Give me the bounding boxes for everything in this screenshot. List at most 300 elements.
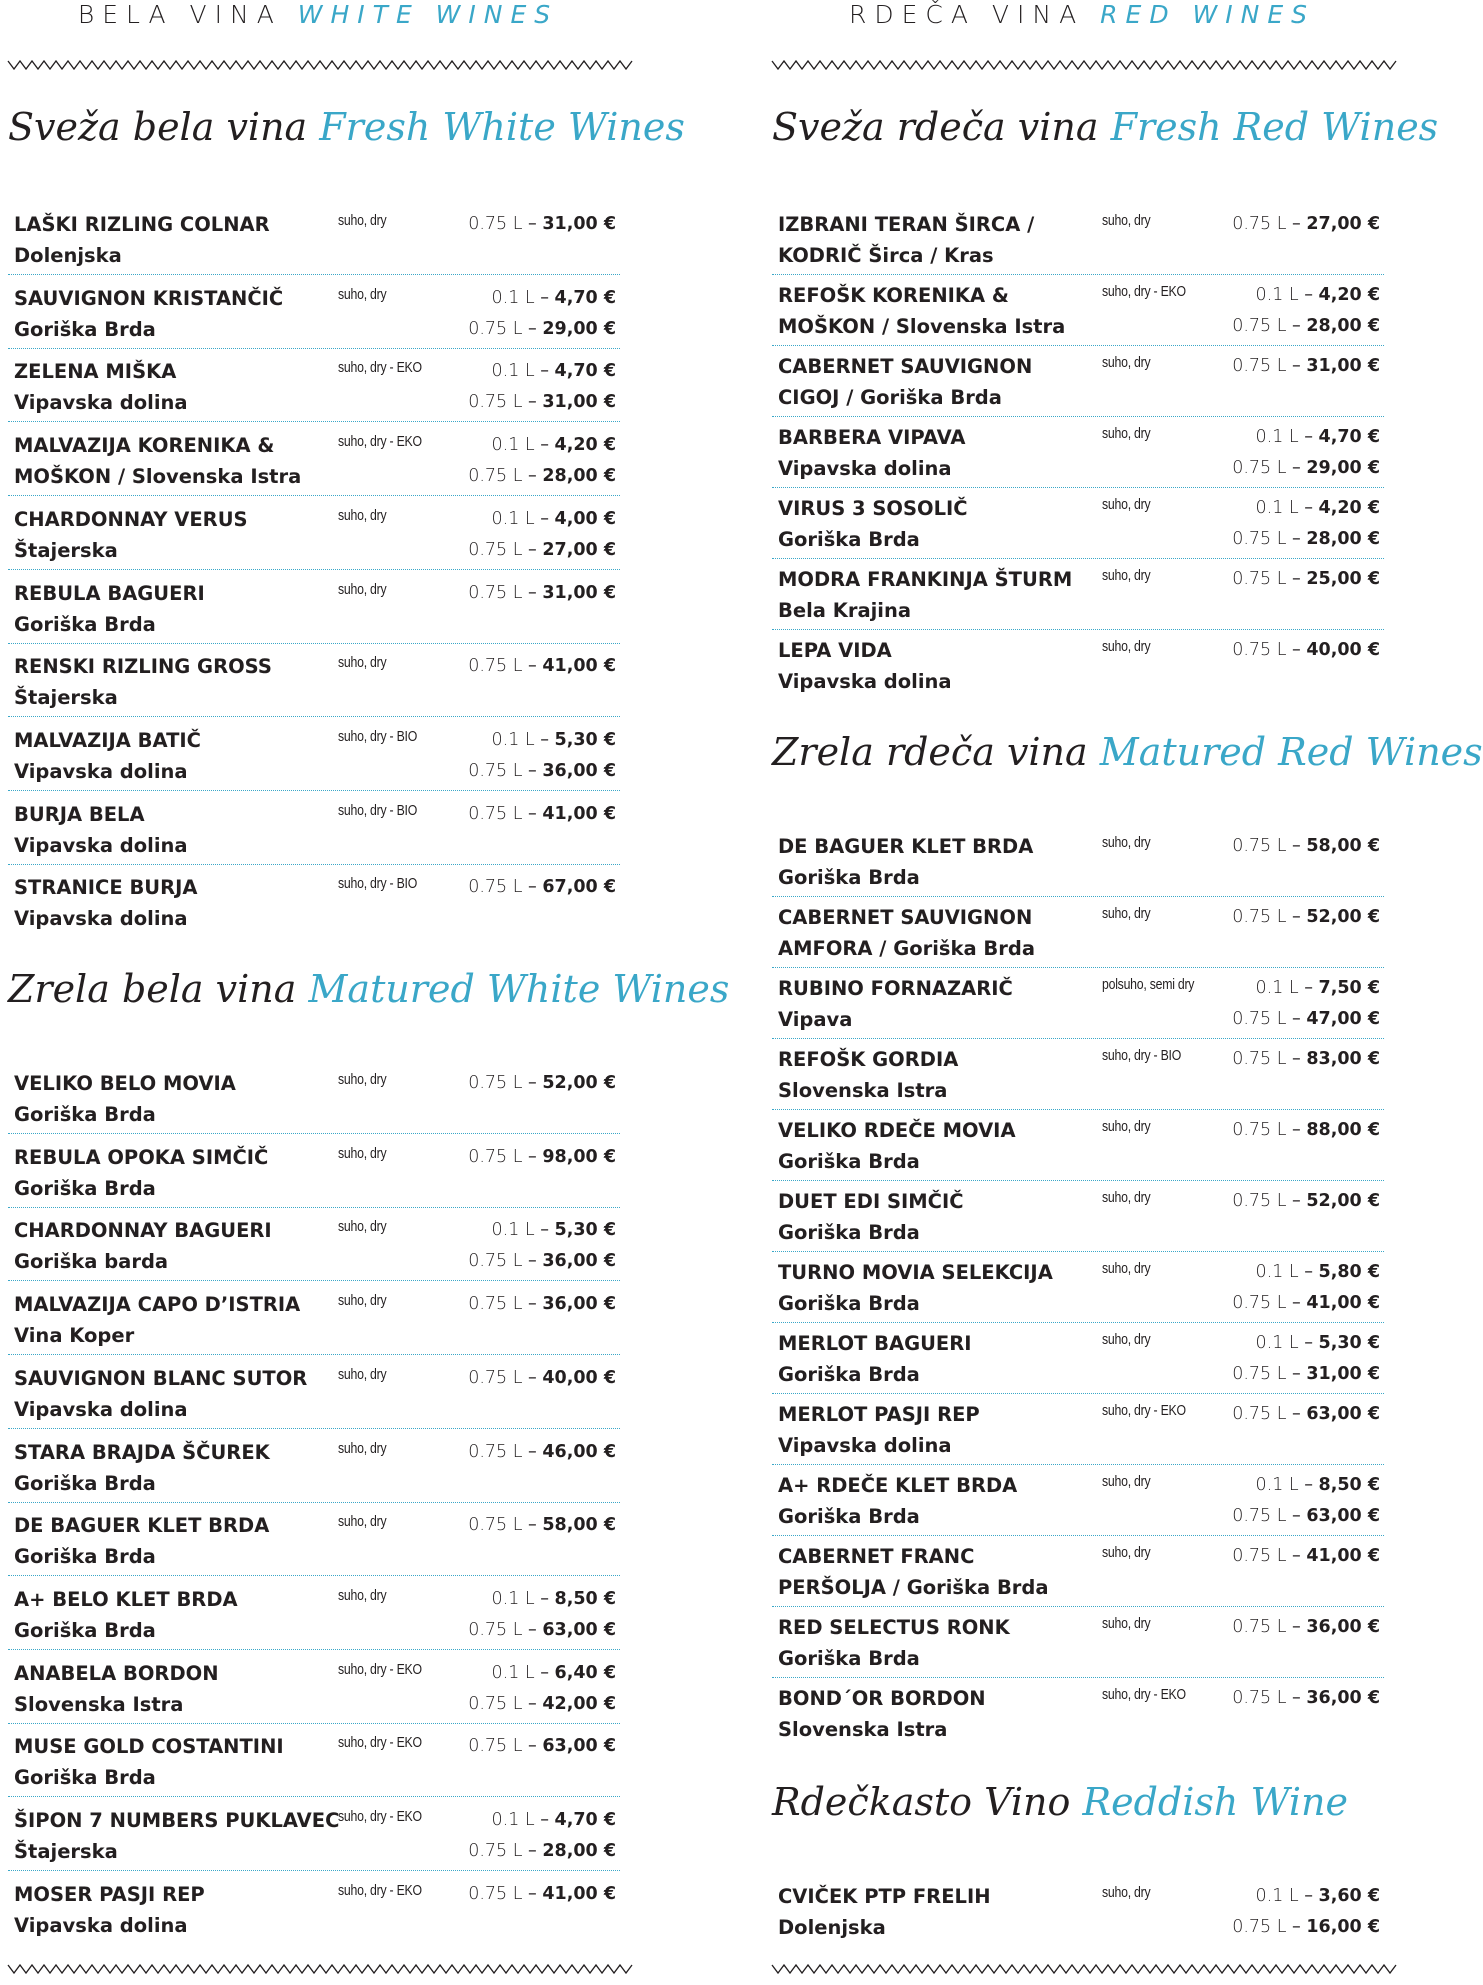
price-line: 0.75 L – 52,00 € [1232,907,1380,927]
dotted-separator [8,1796,620,1797]
wine-name-block [778,1328,1098,1390]
price-line: 0.1 L – 7,50 € [1255,978,1380,998]
wine-prices [1232,1115,1380,1146]
wine-region: Goriška Brda [778,1221,920,1244]
price-amount: 36,00 € [1306,1688,1380,1708]
wine-prices [1232,1683,1380,1714]
price-amount: 6,40 € [554,1662,616,1683]
wine-region: Goriška Brda [14,1176,156,1200]
wine-name-block [14,209,334,271]
wine-taste: suho, dry [338,1365,387,1383]
wine-prices [468,1289,616,1320]
wine-taste: polsuho, semi dry [1102,976,1195,993]
dotted-separator [8,1575,620,1576]
price-amount: 41,00 € [542,803,616,824]
section-title-en: Reddish Wine [1082,1780,1348,1824]
wine-row [772,203,1384,275]
price-amount: 36,00 € [542,760,616,781]
zigzag-divider [8,58,628,72]
price-line: 0.1 L – 6,40 € [491,1662,616,1683]
header-sl: BELA VINA [77,0,282,29]
price-amount: 4,70 € [554,361,616,382]
wine-row [8,793,620,865]
wine-name: ZELENA MIŠKA [14,360,177,384]
wine-name-block [14,1437,334,1499]
wine-prices [468,1068,616,1099]
wine-taste: suho, dry - BIO [338,801,418,819]
price-line: 0.75 L – 63,00 € [468,1736,616,1757]
wine-name: RED SELECTUS RONK [778,1616,1010,1639]
wine-region: Vipavska dolina [14,1397,188,1421]
dotted-separator [8,790,620,791]
dotted-separator [8,1723,620,1724]
wine-row [772,1180,1384,1252]
section-title-sl: Sveža bela vina [8,105,308,149]
price-amount: 5,30 € [554,1220,616,1241]
wine-name-block [778,1881,1098,1943]
price-volume: 0.75 L [1232,1120,1287,1140]
wine-row [772,1109,1384,1181]
price-amount: 25,00 € [1306,569,1380,589]
price-amount: 28,00 € [1306,529,1380,549]
wine-name-block [14,578,334,640]
section-title [772,730,1483,790]
section-title-en: Matured Red Wines [1099,730,1483,774]
dotted-separator [8,1428,620,1429]
price-line: 0.75 L – 88,00 € [1232,1120,1380,1140]
wine-row [772,1464,1384,1536]
wine-name-block [14,1142,334,1204]
dotted-separator [8,1133,620,1134]
price-volume: 0.75 L [1232,836,1287,856]
wine-taste: suho, dry [338,654,387,672]
wine-name: VELIKO RDEČE MOVIA [778,1119,1016,1142]
wine-name: MERLOT PASJI REP [778,1403,980,1426]
wine-prices [468,356,616,418]
wine-name: A+ BELO KLET BRDA [14,1587,238,1611]
wine-name: SAUVIGNON KRISTANČIČ [14,286,284,310]
wine-taste: suho, dry - EKO [338,1808,422,1825]
price-amount: 16,00 € [1306,1917,1380,1937]
price-volume: 0.1 L [491,1810,535,1830]
price-volume: 0.75 L [1232,907,1287,927]
wine-taste: suho, dry [1102,1884,1151,1901]
wine-name: REFOŠK GORDIA [778,1048,959,1071]
wine-row [8,350,620,422]
price-amount: 40,00 € [542,1367,616,1388]
price-line: 0.75 L – 28,00 € [468,466,616,487]
wine-name: LAŠKI RIZLING COLNAR [14,213,270,236]
price-volume: 0.1 L [1255,427,1299,447]
wine-name-block [778,493,1098,555]
price-line: 0.75 L – 58,00 € [468,1515,616,1536]
price-line: 0.75 L – 67,00 € [468,877,616,898]
wine-taste: suho, dry [1102,1118,1151,1135]
wine-row [8,277,620,349]
wine-row [772,1535,1384,1607]
price-amount: 46,00 € [542,1441,616,1462]
wine-region: MOŠKON / Slovenska Istra [14,465,302,489]
wine-row [8,1283,620,1355]
section-title-sl: Rdečkasto Vino [772,1780,1071,1824]
wine-name: BOND´OR BORDON [778,1687,986,1710]
wine-row [772,629,1384,701]
header-en: WHITE WINES [297,0,559,29]
wine-taste: suho, dry [1102,905,1151,922]
price-volume: 0.75 L [1232,1917,1287,1937]
wine-name: REFOŠK KORENIKA & [778,284,1009,307]
wine-row [772,825,1384,897]
price-line: 0.75 L – 36,00 € [468,1294,616,1315]
price-amount: 98,00 € [542,1146,616,1167]
wine-taste: suho, dry [338,1513,387,1531]
wine-row [8,1431,620,1503]
price-amount: 31,00 € [542,392,616,413]
price-amount: 36,00 € [542,1251,616,1272]
price-volume: 0.75 L [1232,458,1287,478]
wine-prices [1232,1470,1380,1532]
header-en: RED WINES [1100,0,1315,29]
price-amount: 7,50 € [1318,978,1380,998]
price-line: 0.75 L – 83,00 € [1232,1049,1380,1069]
dotted-separator [8,1280,620,1281]
wine-name: IZBRANI TERAN ŠIRCA / [778,213,1035,236]
wine-name: CABERNET SAUVIGNON [778,355,1033,378]
price-line: 0.1 L – 3,60 € [1255,1886,1380,1906]
wine-name-block [778,1044,1098,1106]
price-line: 0.1 L – 8,50 € [1255,1475,1380,1495]
wine-name: TURNO MOVIA SELEKCIJA [778,1261,1053,1284]
price-volume: 0.75 L [1232,640,1287,660]
wine-name-block [14,504,334,566]
price-line: 0.75 L – 63,00 € [1232,1404,1380,1424]
wine-prices [1232,1399,1380,1430]
price-volume: 0.75 L [468,1736,523,1757]
price-line: 0.75 L – 41,00 € [468,803,616,824]
wine-name: CABERNET FRANC [778,1545,975,1568]
wine-name-block [14,651,334,713]
price-volume: 0.75 L [1232,1364,1287,1384]
price-line: 0.1 L – 5,30 € [1255,1333,1380,1353]
wine-region: Goriška Brda [778,1647,920,1670]
price-amount: 41,00 € [542,656,616,677]
wine-row [772,416,1384,488]
price-line: 0.75 L – 41,00 € [468,656,616,677]
wine-prices [468,1142,616,1173]
wine-row [772,967,1384,1039]
price-line: 0.1 L – 5,30 € [491,1220,616,1241]
wine-name: MUSE GOLD COSTANTINI [14,1735,284,1759]
price-line: 0.1 L – 5,30 € [491,729,616,750]
wine-name: BARBERA VIPAVA [778,426,966,449]
wine-name: SAUVIGNON BLANC SUTOR [14,1366,308,1390]
wine-name: VELIKO BELO MOVIA [14,1072,236,1095]
price-amount: 4,20 € [1318,285,1380,305]
price-volume: 0.75 L [1232,1617,1287,1637]
wine-taste: suho, dry - BIO [338,727,418,745]
price-amount: 88,00 € [1306,1120,1380,1140]
wine-prices [468,1215,616,1277]
price-line: 0.75 L – 31,00 € [1232,1364,1380,1384]
wine-name-block [778,209,1098,271]
price-volume: 0.75 L [1232,1049,1287,1069]
wine-prices [468,283,616,345]
wine-prices [468,1510,616,1541]
price-line: 0.1 L – 4,20 € [1255,498,1380,518]
price-volume: 0.75 L [468,466,523,487]
wine-prices [1232,1328,1380,1390]
wine-region: Vipavska dolina [14,1913,188,1937]
wine-taste: suho, dry [1102,638,1151,655]
wine-taste: suho, dry [1102,354,1151,371]
dotted-separator [8,1207,620,1208]
wine-name: MALVAZIJA BATIČ [14,728,201,752]
price-line: 0.75 L – 98,00 € [468,1146,616,1167]
price-volume: 0.1 L [1255,1475,1299,1495]
wine-taste: suho, dry - EKO [1102,283,1186,300]
wine-name: CVIČEK PTP FRELIH [778,1885,991,1908]
price-line: 0.75 L – 28,00 € [1232,529,1380,549]
price-amount: 52,00 € [1306,1191,1380,1211]
price-amount: 63,00 € [542,1619,616,1640]
price-amount: 36,00 € [542,1294,616,1315]
wine-name-block [14,1805,340,1867]
wine-region: Vipava [778,1008,853,1031]
wine-name-block [778,831,1098,893]
price-volume: 0.1 L [491,1588,535,1609]
wine-taste: suho, dry [338,1144,387,1162]
wine-taste: suho, dry [1102,1615,1151,1632]
wine-taste: suho, dry - EKO [338,433,422,451]
wine-region: CIGOJ / Goriška Brda [778,386,1002,409]
wine-prices [1232,209,1380,240]
wine-name-block [14,1068,334,1130]
wine-region: Dolenjska [14,244,122,267]
price-amount: 27,00 € [542,539,616,560]
section-title [8,967,730,1027]
wine-region: Vipavska dolina [14,759,188,783]
dotted-separator [8,643,620,644]
wine-name: CHARDONNAY VERUS [14,507,248,531]
price-amount: 28,00 € [542,466,616,487]
wine-row [8,1209,620,1281]
wine-name-block [778,1115,1098,1177]
price-amount: 63,00 € [1306,1404,1380,1424]
wine-row [772,345,1384,417]
price-amount: 4,20 € [554,435,616,456]
wine-taste: suho, dry [1102,425,1151,442]
wine-name-block [778,902,1098,964]
price-volume: 0.75 L [468,803,523,824]
wine-row [772,487,1384,559]
wine-name-block [778,1399,1098,1461]
wine-region: Štajerska [14,1840,118,1863]
wine-name-block [778,422,1098,484]
price-volume: 0.75 L [1232,1506,1287,1526]
wine-row [8,645,620,717]
wine-region: KODRIČ Širca / Kras [778,244,994,267]
wine-region: Goriška Brda [778,866,920,889]
price-volume: 0.1 L [491,508,535,529]
price-line: 0.75 L – 29,00 € [1232,458,1380,478]
wine-region: Goriška barda [14,1250,169,1274]
price-line: 0.75 L – 29,00 € [468,318,616,339]
wine-row [772,1606,1384,1678]
price-line: 0.1 L – 4,20 € [1255,285,1380,305]
price-line: 0.75 L – 46,00 € [468,1441,616,1462]
price-volume: 0.75 L [468,1619,523,1640]
wine-name: DUET EDI SIMČIČ [778,1190,964,1213]
price-volume: 0.75 L [468,877,523,898]
wine-prices [468,1731,616,1762]
wine-row [772,274,1384,346]
wine-row [8,1136,620,1208]
section-title [8,105,685,165]
price-volume: 0.75 L [468,1883,523,1904]
wine-row [8,1873,620,1945]
wine-name-block [14,1879,334,1941]
price-amount: 27,00 € [1306,214,1380,234]
price-line: 0.75 L – 27,00 € [468,539,616,560]
section-title-sl: Zrela rdeča vina [772,730,1088,774]
wine-prices [1232,1881,1380,1943]
wine-prices [1232,635,1380,666]
price-volume: 0.75 L [468,656,523,677]
wine-region: Goriška Brda [778,1505,920,1528]
wine-prices [1232,1044,1380,1075]
wine-name: MOSER PASJI REP [14,1882,205,1906]
dotted-separator [8,1354,620,1355]
wine-prices [468,1363,616,1394]
wine-taste: suho, dry [338,1218,387,1236]
price-line: 0.75 L – 36,00 € [1232,1617,1380,1637]
section-title-sl: Zrela bela vina [8,967,297,1011]
wine-taste: suho, dry - EKO [1102,1686,1186,1703]
wine-prices [1232,351,1380,382]
wine-taste: suho, dry [1102,212,1151,229]
wine-taste: suho, dry - EKO [1102,1402,1186,1419]
wine-taste: suho, dry [338,1439,387,1457]
wine-name: A+ RDEČE KLET BRDA [778,1474,1018,1497]
price-amount: 8,50 € [1318,1475,1380,1495]
wine-region: Slovenska Istra [14,1692,184,1716]
price-line: 0.75 L – 36,00 € [1232,1688,1380,1708]
price-amount: 31,00 € [1306,356,1380,376]
price-line: 0.1 L – 4,70 € [491,1810,616,1830]
wine-name-block [14,1510,334,1572]
price-volume: 0.75 L [1232,316,1287,336]
price-line: 0.75 L – 52,00 € [468,1073,616,1093]
wine-region: Dolenjska [778,1916,886,1939]
price-amount: 5,30 € [1318,1333,1380,1353]
wine-row [772,1393,1384,1465]
price-line: 0.1 L – 4,70 € [491,361,616,382]
wine-region: Štajerska [14,686,118,710]
price-volume: 0.75 L [468,392,523,413]
wine-taste: suho, dry - EKO [338,1660,422,1678]
wine-prices [468,209,616,240]
wine-row [8,1578,620,1650]
wine-name-block [778,1541,1098,1603]
price-volume: 0.1 L [491,435,535,456]
price-line: 0.1 L – 4,20 € [491,435,616,456]
wine-name-block [14,430,334,492]
wine-region: Goriška Brda [778,1363,920,1386]
wine-prices [1232,422,1380,484]
wine-taste: suho, dry [338,580,387,598]
wine-prices [468,1805,616,1867]
price-volume: 0.75 L [468,1693,523,1714]
price-line: 0.75 L – 16,00 € [1232,1917,1380,1937]
wine-taste: suho, dry [338,285,387,303]
price-line: 0.1 L – 4,00 € [491,508,616,529]
price-volume: 0.75 L [1232,1191,1287,1211]
zigzag-divider [772,58,1392,72]
price-amount: 41,00 € [1306,1293,1380,1313]
wine-name-block [14,1289,334,1351]
price-volume: 0.1 L [491,1220,535,1241]
price-line: 0.75 L – 27,00 € [1232,214,1380,234]
price-line: 0.75 L – 25,00 € [1232,569,1380,589]
wine-prices [468,872,616,903]
wine-name-block [778,1683,1098,1745]
wine-taste: suho, dry [338,1586,387,1604]
wine-name-block [14,1215,334,1277]
price-amount: 28,00 € [542,1841,616,1861]
wine-taste: suho, dry [338,506,387,524]
price-line: 0.75 L – 40,00 € [468,1367,616,1388]
price-volume: 0.75 L [468,1367,523,1388]
price-volume: 0.75 L [468,1073,523,1093]
wine-prices [468,578,616,609]
price-amount: 67,00 € [542,877,616,898]
dotted-separator [8,1502,620,1503]
section-title [772,105,1439,165]
wine-prices [1232,1186,1380,1217]
wine-row [8,1062,620,1134]
section-title-en: Matured White Wines [308,967,730,1011]
price-amount: 29,00 € [1306,458,1380,478]
wine-prices [468,651,616,682]
price-line: 0.75 L – 31,00 € [468,582,616,603]
wine-row [772,1038,1384,1110]
wine-prices [1232,902,1380,933]
wine-name-block [778,1612,1098,1674]
wine-name: VIRUS 3 SOSOLIČ [778,497,968,520]
wine-name-block [14,725,334,787]
wine-name: REBULA OPOKA SIMČIČ [14,1145,269,1169]
wine-name-block [14,1658,334,1720]
wine-region: Goriška Brda [14,1103,156,1126]
wine-row [8,424,620,496]
wine-region: Goriška Brda [14,1766,156,1790]
price-volume: 0.75 L [468,1441,523,1462]
price-line: 0.75 L – 41,00 € [1232,1546,1380,1566]
wine-name-block [14,799,334,861]
wine-taste: suho, dry [1102,567,1151,584]
wine-prices [468,504,616,566]
price-line: 0.75 L – 28,00 € [468,1841,616,1861]
dotted-separator [8,569,620,570]
price-volume: 0.1 L [1255,1262,1299,1282]
price-amount: 83,00 € [1306,1049,1380,1069]
dotted-separator [8,864,620,865]
wine-row [8,1652,620,1724]
wine-row [8,572,620,644]
price-amount: 47,00 € [1306,1009,1380,1029]
price-volume: 0.75 L [1232,1688,1287,1708]
wine-region: Vipavska dolina [778,457,952,480]
